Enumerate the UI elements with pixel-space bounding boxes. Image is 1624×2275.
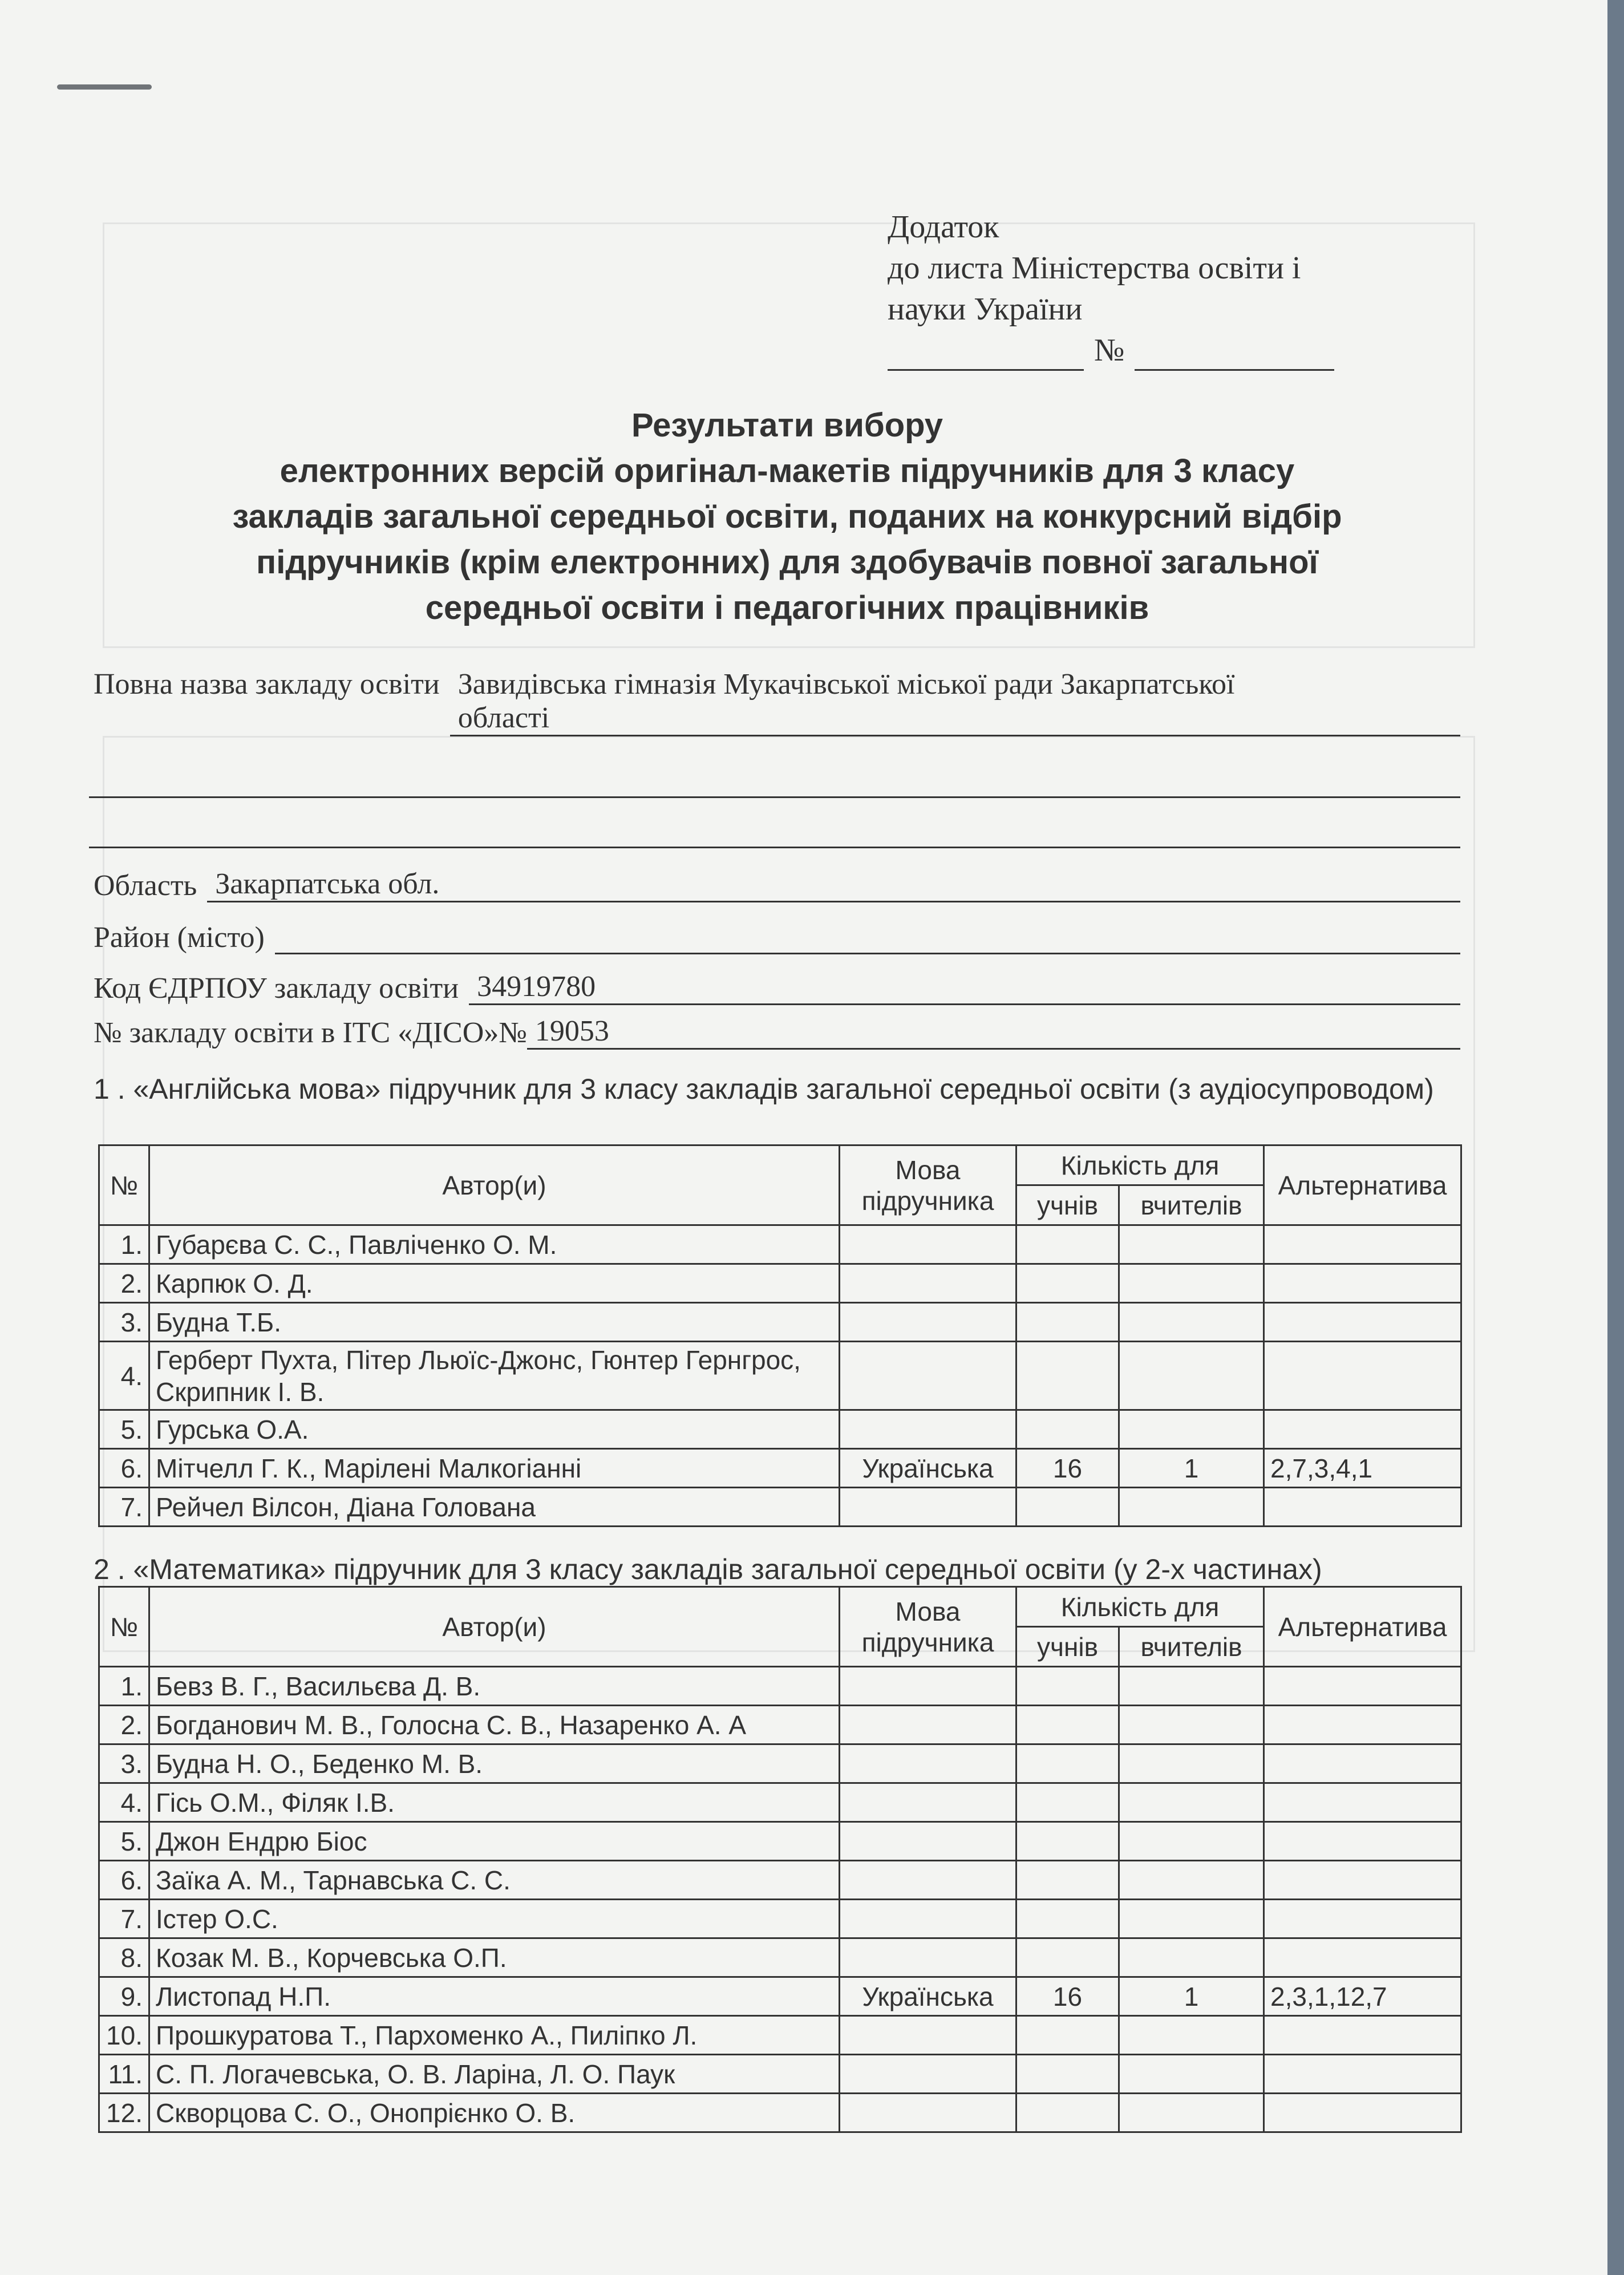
table-row bbox=[99, 1900, 1461, 1938]
col-language-header: Мова підручника bbox=[840, 1145, 1016, 1225]
row-alternative bbox=[1264, 1303, 1461, 1342]
school-name-value-1: Завидівська гімназія Мукачівської міської ради Закарпатської bbox=[457, 668, 1235, 701]
row-number: 5. bbox=[99, 1822, 149, 1861]
region-label: Область bbox=[94, 869, 197, 902]
row-teachers-count bbox=[1119, 2016, 1264, 2055]
row-teachers-count bbox=[1119, 1667, 1264, 1706]
row-authors: Гісь О.М., Філяк І.В. bbox=[149, 1783, 840, 1822]
table-row bbox=[99, 1783, 1461, 1822]
row-authors: Будна Т.Б. bbox=[149, 1303, 840, 1342]
table-row bbox=[99, 1342, 1461, 1410]
row-language: Українська bbox=[840, 1449, 1016, 1488]
row-language bbox=[840, 1488, 1016, 1527]
staple-mark bbox=[57, 84, 152, 90]
row-number: 7. bbox=[99, 1488, 149, 1527]
disco-label: № закладу освіти в ІТС «ДІСО»№ bbox=[94, 1017, 527, 1049]
row-authors: Скворцова С. О., Онопрієнко О. В. bbox=[149, 2094, 840, 2132]
edrpou-label: Код ЄДРПОУ закладу освіти bbox=[94, 972, 459, 1005]
row-students-count bbox=[1016, 1938, 1119, 1977]
row-authors: Карпюк О. Д. bbox=[149, 1264, 840, 1303]
row-language bbox=[840, 1783, 1016, 1822]
row-authors: Мітчелл Г. К., Марілені Малкогіанні bbox=[149, 1449, 840, 1488]
row-number: 8. bbox=[99, 1938, 149, 1977]
annex-line-3: науки України bbox=[888, 292, 1083, 327]
school-name-label: Повна назва закладу освіти bbox=[94, 668, 440, 701]
row-language bbox=[840, 1225, 1016, 1264]
col-language-header: Мова підручника bbox=[840, 1587, 1016, 1667]
table-row bbox=[99, 2055, 1461, 2094]
disco-field bbox=[94, 1014, 1460, 1050]
school-name-field bbox=[94, 667, 1460, 736]
title-line-5: середньої освіти і педагогічних працівників bbox=[425, 589, 1149, 626]
row-language bbox=[840, 1264, 1016, 1303]
row-teachers-count: 1 bbox=[1119, 1977, 1264, 2016]
row-students-count bbox=[1016, 1706, 1119, 1744]
row-students-count: 16 bbox=[1016, 1449, 1119, 1488]
row-teachers-count bbox=[1119, 2094, 1264, 2132]
row-language bbox=[840, 2055, 1016, 2094]
row-alternative bbox=[1264, 1667, 1461, 1706]
row-alternative bbox=[1264, 1488, 1461, 1527]
region-value: Закарпатська обл. bbox=[207, 867, 1460, 902]
table-row bbox=[99, 1822, 1461, 1861]
row-language bbox=[840, 1410, 1016, 1449]
row-language bbox=[840, 2016, 1016, 2055]
row-students-count bbox=[1016, 1488, 1119, 1527]
row-number: 11. bbox=[99, 2055, 149, 2094]
row-alternative bbox=[1264, 2055, 1461, 2094]
annex-line-1: Додаток bbox=[888, 209, 999, 245]
row-authors: Листопад Н.П. bbox=[149, 1977, 840, 2016]
section-1-heading: 1 . «Англійська мова» підручник для 3 класу закладів загальної середньої освіти (з аудіосупроводом) bbox=[94, 1073, 1434, 1105]
row-alternative: 2,7,3,4,1 bbox=[1264, 1449, 1461, 1488]
row-teachers-count bbox=[1119, 1783, 1264, 1822]
row-number: 10. bbox=[99, 2016, 149, 2055]
col-students-header: учнів bbox=[1016, 1627, 1119, 1667]
title-line-2: електронних версій оригінал-макетів підручників для 3 класу bbox=[280, 452, 1295, 489]
table-row bbox=[99, 1744, 1461, 1783]
row-students-count bbox=[1016, 1264, 1119, 1303]
row-number: 6. bbox=[99, 1449, 149, 1488]
row-number: 4. bbox=[99, 1342, 149, 1410]
school-name-value-2: області bbox=[450, 701, 1460, 736]
row-number: 9. bbox=[99, 1977, 149, 2016]
row-number: 12. bbox=[99, 2094, 149, 2132]
row-number: 2. bbox=[99, 1264, 149, 1303]
row-authors: Істер О.С. bbox=[149, 1900, 840, 1938]
district-value bbox=[275, 921, 1460, 954]
row-teachers-count bbox=[1119, 2055, 1264, 2094]
row-language bbox=[840, 2094, 1016, 2132]
row-alternative bbox=[1264, 1900, 1461, 1938]
row-students-count bbox=[1016, 2055, 1119, 2094]
row-language bbox=[840, 1938, 1016, 1977]
row-number: 2. bbox=[99, 1706, 149, 1744]
row-alternative bbox=[1264, 1783, 1461, 1822]
district-field bbox=[94, 921, 1460, 954]
row-language bbox=[840, 1861, 1016, 1900]
row-alternative bbox=[1264, 1822, 1461, 1861]
blank-line-2 bbox=[89, 847, 1460, 848]
table-row bbox=[99, 1938, 1461, 1977]
row-authors: Герберт Пухта, Пітер Льюїс-Джонс, Гюнтер Гернгрос, Скрипник І. В. bbox=[149, 1342, 840, 1410]
row-alternative bbox=[1264, 2016, 1461, 2055]
col-authors-header: Автор(и) bbox=[149, 1587, 840, 1667]
table-row bbox=[99, 1977, 1461, 2016]
col-alternative-header: Альтернатива bbox=[1264, 1587, 1461, 1667]
col-alternative-header: Альтернатива bbox=[1264, 1145, 1461, 1225]
col-authors-header: Автор(и) bbox=[149, 1145, 840, 1225]
col-quantity-header: Кількість для bbox=[1016, 1587, 1264, 1627]
row-number: 3. bbox=[99, 1744, 149, 1783]
row-language: Українська bbox=[840, 1977, 1016, 2016]
math-books-table bbox=[98, 1586, 1462, 2133]
row-number: 7. bbox=[99, 1900, 149, 1938]
row-students-count: 16 bbox=[1016, 1977, 1119, 2016]
annex-number-sign: № bbox=[1094, 333, 1125, 368]
col-num-header: № bbox=[99, 1587, 149, 1667]
table-row bbox=[99, 2094, 1461, 2132]
row-teachers-count bbox=[1119, 1822, 1264, 1861]
row-authors: С. П. Логачевська, О. В. Ларіна, Л. О. Паук bbox=[149, 2055, 840, 2094]
row-alternative bbox=[1264, 1706, 1461, 1744]
row-language bbox=[840, 1744, 1016, 1783]
row-alternative bbox=[1264, 1744, 1461, 1783]
row-teachers-count bbox=[1119, 1225, 1264, 1264]
row-authors: Бевз В. Г., Васильєва Д. В. bbox=[149, 1667, 840, 1706]
col-quantity-header: Кількість для bbox=[1016, 1145, 1264, 1185]
col-teachers-header: вчителів bbox=[1119, 1627, 1264, 1667]
row-language bbox=[840, 1900, 1016, 1938]
table-row bbox=[99, 1264, 1461, 1303]
district-label: Район (місто) bbox=[94, 921, 265, 954]
region-field bbox=[94, 867, 1460, 902]
title-line-4: підручників (крім електронних) для здобувачів повної загальної bbox=[256, 544, 1318, 581]
section-2-heading: 2 . «Математика» підручник для 3 класу закладів загальної середньої освіти (у 2-х частинах) bbox=[94, 1553, 1322, 1585]
title-line-3: закладів загальної середньої освіти, поданих на конкурсний відбір bbox=[232, 498, 1342, 535]
row-alternative bbox=[1264, 2094, 1461, 2132]
document-title bbox=[91, 403, 1483, 631]
row-teachers-count bbox=[1119, 1410, 1264, 1449]
table-row bbox=[99, 1861, 1461, 1900]
row-number: 1. bbox=[99, 1225, 149, 1264]
row-language bbox=[840, 1303, 1016, 1342]
row-teachers-count bbox=[1119, 1488, 1264, 1527]
table-row bbox=[99, 1449, 1461, 1488]
row-students-count bbox=[1016, 1900, 1119, 1938]
annex-number-line bbox=[888, 330, 1334, 371]
annex-block bbox=[888, 207, 1334, 371]
row-students-count bbox=[1016, 2094, 1119, 2132]
row-students-count bbox=[1016, 1783, 1119, 1822]
row-authors: Заїка А. М., Тарнавська С. С. bbox=[149, 1861, 840, 1900]
row-authors: Гурська О.А. bbox=[149, 1410, 840, 1449]
annex-line-2: до листа Міністерства освіти і bbox=[888, 250, 1301, 286]
english-books-table bbox=[98, 1144, 1462, 1527]
blank-line-1 bbox=[89, 796, 1460, 798]
col-students-header: учнів bbox=[1016, 1185, 1119, 1225]
row-alternative: 2,3,1,12,7 bbox=[1264, 1977, 1461, 2016]
row-students-count bbox=[1016, 1225, 1119, 1264]
row-language bbox=[840, 1342, 1016, 1410]
row-students-count bbox=[1016, 1303, 1119, 1342]
edrpou-field bbox=[94, 970, 1460, 1005]
row-alternative bbox=[1264, 1342, 1461, 1410]
row-alternative bbox=[1264, 1410, 1461, 1449]
row-authors: Джон Ендрю Біос bbox=[149, 1822, 840, 1861]
row-alternative bbox=[1264, 1861, 1461, 1900]
row-students-count bbox=[1016, 1342, 1119, 1410]
table-row bbox=[99, 1410, 1461, 1449]
row-students-count bbox=[1016, 1822, 1119, 1861]
row-teachers-count bbox=[1119, 1938, 1264, 1977]
table-row bbox=[99, 2016, 1461, 2055]
row-students-count bbox=[1016, 1744, 1119, 1783]
row-authors: Козак М. В., Корчевська О.П. bbox=[149, 1938, 840, 1977]
row-authors: Богданович М. В., Голосна С. В., Назаренко А. А bbox=[149, 1706, 840, 1744]
row-authors: Прошкуратова Т., Пархоменко А., Пиліпко Л. bbox=[149, 2016, 840, 2055]
row-students-count bbox=[1016, 2016, 1119, 2055]
edrpou-value: 34919780 bbox=[469, 970, 1460, 1005]
row-number: 4. bbox=[99, 1783, 149, 1822]
annex-number-blank bbox=[1135, 335, 1334, 371]
row-alternative bbox=[1264, 1264, 1461, 1303]
disco-value: 19053 bbox=[527, 1014, 1460, 1050]
row-alternative bbox=[1264, 1225, 1461, 1264]
row-teachers-count bbox=[1119, 1744, 1264, 1783]
row-number: 5. bbox=[99, 1410, 149, 1449]
row-number: 1. bbox=[99, 1667, 149, 1706]
title-line-1: Результати вибору bbox=[631, 407, 943, 444]
row-number: 3. bbox=[99, 1303, 149, 1342]
row-alternative bbox=[1264, 1938, 1461, 1977]
row-teachers-count bbox=[1119, 1264, 1264, 1303]
annex-date-blank bbox=[888, 335, 1084, 371]
table-row bbox=[99, 1488, 1461, 1527]
row-language bbox=[840, 1706, 1016, 1744]
row-teachers-count bbox=[1119, 1342, 1264, 1410]
table-row bbox=[99, 1667, 1461, 1706]
table-row bbox=[99, 1706, 1461, 1744]
table-row bbox=[99, 1225, 1461, 1264]
row-students-count bbox=[1016, 1861, 1119, 1900]
row-language bbox=[840, 1667, 1016, 1706]
row-teachers-count bbox=[1119, 1900, 1264, 1938]
row-teachers-count bbox=[1119, 1706, 1264, 1744]
row-authors: Губарєва С. С., Павліченко О. М. bbox=[149, 1225, 840, 1264]
row-authors: Будна Н. О., Беденко М. В. bbox=[149, 1744, 840, 1783]
row-number: 6. bbox=[99, 1861, 149, 1900]
col-num-header: № bbox=[99, 1145, 149, 1225]
table-row bbox=[99, 1303, 1461, 1342]
row-teachers-count bbox=[1119, 1861, 1264, 1900]
col-teachers-header: вчителів bbox=[1119, 1185, 1264, 1225]
row-teachers-count bbox=[1119, 1303, 1264, 1342]
row-authors: Рейчел Вілсон, Діана Голована bbox=[149, 1488, 840, 1527]
row-students-count bbox=[1016, 1667, 1119, 1706]
row-language bbox=[840, 1822, 1016, 1861]
row-students-count bbox=[1016, 1410, 1119, 1449]
row-teachers-count: 1 bbox=[1119, 1449, 1264, 1488]
